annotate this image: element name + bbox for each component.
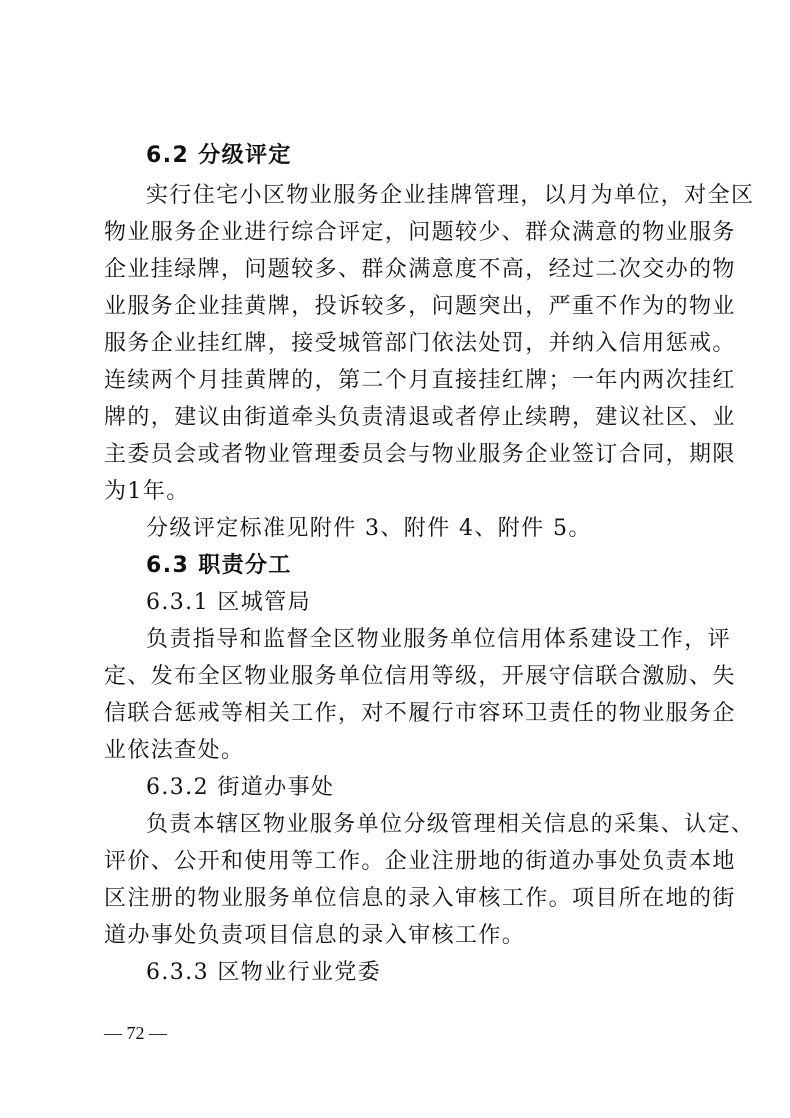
paragraph-line: 业服务企业挂黄牌，投诉较多，问题突出，严重不作为的物业 xyxy=(104,294,736,319)
subsection-heading-6-3-1: 6.3.1 区城管局 xyxy=(146,590,311,615)
paragraph-line: 为1年。 xyxy=(104,479,190,504)
paragraph-line: 业依法查处。 xyxy=(104,738,245,763)
paragraph-line: 分级评定标准见附件 3、附件 4、附件 5。 xyxy=(146,516,592,541)
page-number: — 72 — xyxy=(104,1023,167,1043)
paragraph-line: 定、发布全区物业服务单位信用等级，开展守信联合激励、失 xyxy=(104,664,736,689)
subsection-heading-6-3-2: 6.3.2 街道办事处 xyxy=(146,775,335,800)
paragraph-line: 评价、公开和使用等工作。企业注册地的街道办事处负责本地 xyxy=(104,849,736,874)
paragraph-line: 实行住宅小区物业服务企业挂牌管理，以月为单位，对全区 xyxy=(146,183,755,208)
paragraph-line: 负责指导和监督全区物业服务单位信用体系建设工作，评 xyxy=(146,627,732,652)
paragraph-line: 负责本辖区物业服务单位分级管理相关信息的采集、认定、 xyxy=(146,812,755,837)
paragraph-line: 区注册的物业服务单位信息的录入审核工作。项目所在地的街 xyxy=(104,886,736,911)
paragraph-line: 物业服务企业进行综合评定，问题较少、群众满意的物业服务 xyxy=(104,220,736,245)
paragraph-line: 企业挂绿牌，问题较多、群众满意度不高，经过二次交办的物 xyxy=(104,257,736,282)
subsection-heading-6-3-3: 6.3.3 区物业行业党委 xyxy=(146,960,382,985)
paragraph-line: 主委员会或者物业管理委员会与物业服务企业签订合同，期限 xyxy=(104,442,736,467)
section-heading-6-2: 6.2 分级评定 xyxy=(146,143,292,168)
paragraph-line: 服务企业挂红牌，接受城管部门依法处罚，并纳入信用惩戒。 xyxy=(104,331,736,356)
paragraph-line: 连续两个月挂黄牌的，第二个月直接挂红牌；一年内两次挂红 xyxy=(104,368,736,393)
section-heading-6-3: 6.3 职责分工 xyxy=(146,553,292,578)
paragraph-line: 牌的，建议由街道牵头负责清退或者停止续聘，建议社区、业 xyxy=(104,405,736,430)
paragraph-line: 信联合惩戒等相关工作，对不履行市容环卫责任的物业服务企 xyxy=(104,701,736,726)
paragraph-line: 道办事处负责项目信息的录入审核工作。 xyxy=(104,923,526,948)
